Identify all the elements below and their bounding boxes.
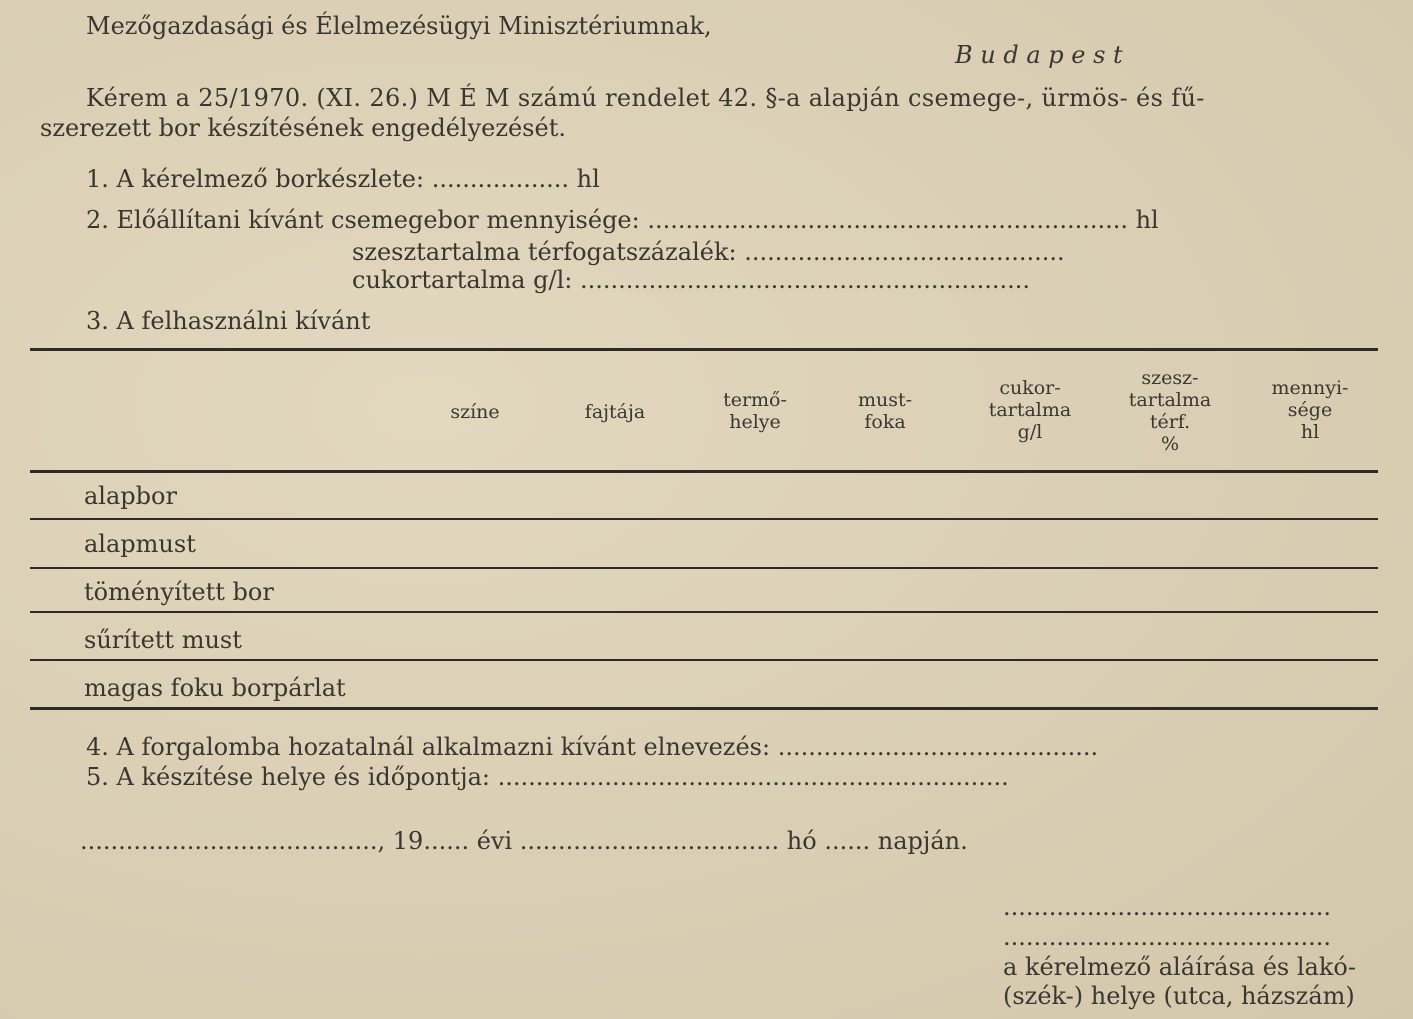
table-row: alapbor bbox=[84, 482, 177, 510]
row-rule bbox=[30, 611, 1378, 613]
table-row: alapmust bbox=[84, 530, 196, 558]
header-mennyisege: mennyi- sége hl bbox=[1271, 377, 1349, 443]
header-fajtaja: fajtája bbox=[584, 401, 646, 423]
item-4: 4. A forgalomba hozatalnál alkalmazni kívánt elnevezés: .......................................... bbox=[86, 733, 1099, 761]
item-2-alcohol: szesztartalma térfogatszázalék: .......................................... bbox=[352, 238, 1065, 266]
header-termohelye: termő- helye bbox=[723, 389, 787, 433]
header-cukortartalma: cukor- tartalma g/l bbox=[988, 377, 1072, 443]
row-rule bbox=[30, 518, 1378, 520]
signature-caption-2: (szék-) helye (utca, házszám) bbox=[1003, 982, 1355, 1010]
signature-caption-1: a kérelmező aláírása és lakó- bbox=[1003, 953, 1356, 981]
signature-dots-2: ........................................... bbox=[1003, 923, 1332, 951]
city: B u d a p e s t bbox=[955, 41, 1123, 69]
table-row: töményített bor bbox=[84, 578, 274, 606]
header-mustfoka: must- foka bbox=[857, 389, 913, 433]
row-rule bbox=[30, 567, 1378, 569]
table-header-rule bbox=[30, 470, 1378, 473]
request-line-1: Kérem a 25/1970. (XI. 26.) M É M számú rendelet 42. §-a alapján csemege-, ürmös- és fű- bbox=[86, 84, 1205, 112]
item-2: 2. Előállítani kívánt csemegebor mennyisége: ............................................................... hl bbox=[86, 206, 1159, 234]
item-5: 5. A készítése helye és időpontja: ................................................................... bbox=[86, 763, 1009, 791]
item-1: 1. A kérelmező borkészlete: .................. hl bbox=[86, 165, 600, 193]
table-bottom-rule bbox=[30, 707, 1378, 710]
signature-dots-1: ........................................... bbox=[1003, 893, 1332, 921]
row-rule bbox=[30, 659, 1378, 661]
table-row: magas foku borpárlat bbox=[84, 674, 346, 702]
table-row: sűrített must bbox=[84, 626, 242, 654]
request-line-2: szerezett bor készítésének engedélyezését. bbox=[40, 114, 566, 142]
item-3: 3. A felhasználni kívánt bbox=[86, 307, 371, 335]
addressee: Mezőgazdasági és Élelmezésügyi Minisztériumnak, bbox=[86, 12, 712, 40]
header-szesztartalma: szesz- tartalma térf. % bbox=[1128, 367, 1212, 455]
item-2-sugar: cukortartalma g/l: ........................................................... bbox=[352, 266, 1031, 294]
date-line: ......................................., 19...... évi .................................. hó ...... napján. bbox=[80, 827, 968, 855]
header-szine: színe bbox=[450, 401, 500, 423]
table-top-rule bbox=[30, 348, 1378, 351]
